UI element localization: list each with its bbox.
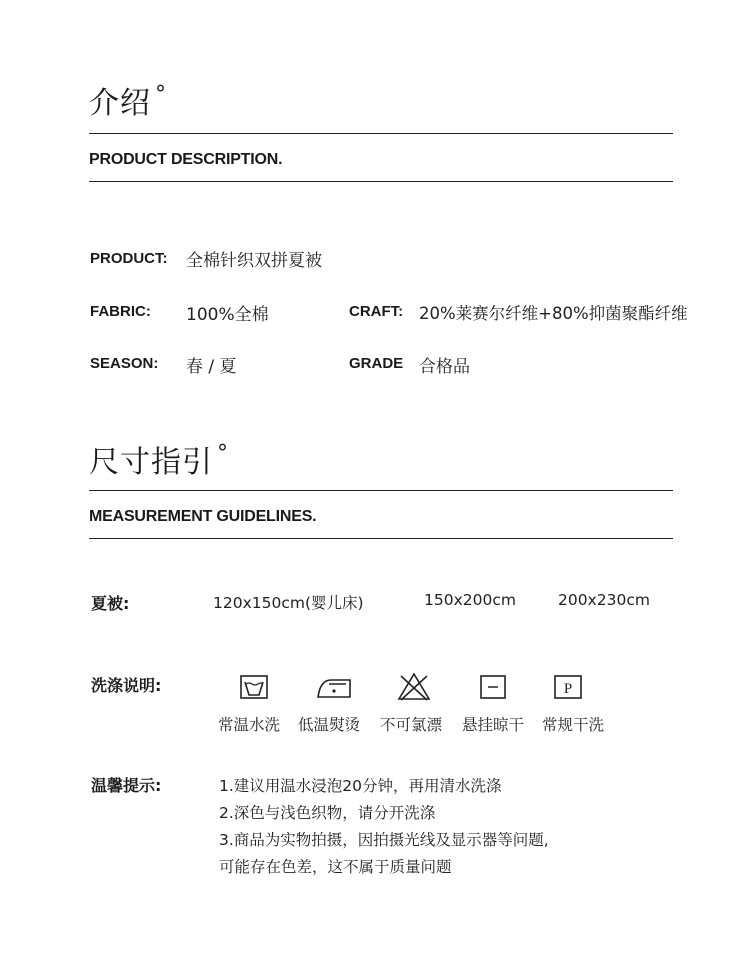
measure-title-text: 尺寸指引 (89, 445, 213, 480)
measure-title (89, 437, 229, 481)
care-label: 低温熨烫 (298, 716, 361, 734)
divider-top (89, 490, 673, 491)
intro-title (89, 78, 167, 122)
wash-tub-icon (239, 674, 269, 700)
divider-bottom (89, 538, 673, 539)
no-bleach-icon (397, 672, 431, 702)
divider-top (89, 133, 673, 134)
degree-mark: ° (155, 82, 167, 107)
grade-value: 合格品 (419, 357, 470, 377)
grade-label: GRADE (349, 355, 404, 372)
dry-clean-glyph: P (563, 681, 573, 697)
size-option: 150x200cm (424, 591, 516, 609)
product-label: PRODUCT: (90, 250, 168, 267)
iron-icon (316, 674, 352, 700)
size-option: 200x230cm (558, 591, 650, 609)
wash-label: 洗涤说明: (91, 676, 162, 695)
care-label: 常规干洗 (542, 716, 605, 734)
tip-line: 1.建议用温水浸泡20分钟，再用清水洗涤 (219, 777, 502, 795)
care-label: 不可氯漂 (380, 716, 443, 734)
size-option: 120x150cm(婴儿床) (213, 594, 364, 612)
fabric-value: 100%全棉 (186, 305, 269, 325)
divider-bottom (89, 181, 673, 182)
tip-line: 2.深色与浅色织物，请分开洗涤 (219, 804, 436, 822)
tip-line: 3.商品为实物拍摄，因拍摄光线及显示器等问题, (219, 831, 549, 849)
intro-subtitle: PRODUCT DESCRIPTION. (89, 151, 283, 168)
intro-title-text: 介绍 (89, 86, 151, 121)
measure-subtitle: MEASUREMENT GUIDELINES. (89, 508, 317, 525)
product-value: 全棉针织双拼夏被 (186, 251, 322, 271)
tip-line: 可能存在色差，这不属于质量问题 (219, 858, 452, 876)
fabric-label: FABRIC: (90, 303, 151, 320)
degree-mark: ° (217, 441, 229, 466)
season-label: SEASON: (90, 355, 159, 372)
care-label: 常温水洗 (218, 716, 281, 734)
tips-label: 温馨提示: (91, 776, 162, 795)
size-label: 夏被: (91, 594, 130, 613)
craft-label: CRAFT: (349, 303, 404, 320)
dry-clean-icon (553, 674, 583, 700)
care-label: 悬挂晾干 (462, 716, 525, 734)
season-value: 春 / 夏 (186, 357, 237, 377)
hang-dry-icon (478, 674, 508, 700)
craft-value: 20%莱赛尔纤维+80%抑菌聚酯纤维 (419, 304, 688, 323)
